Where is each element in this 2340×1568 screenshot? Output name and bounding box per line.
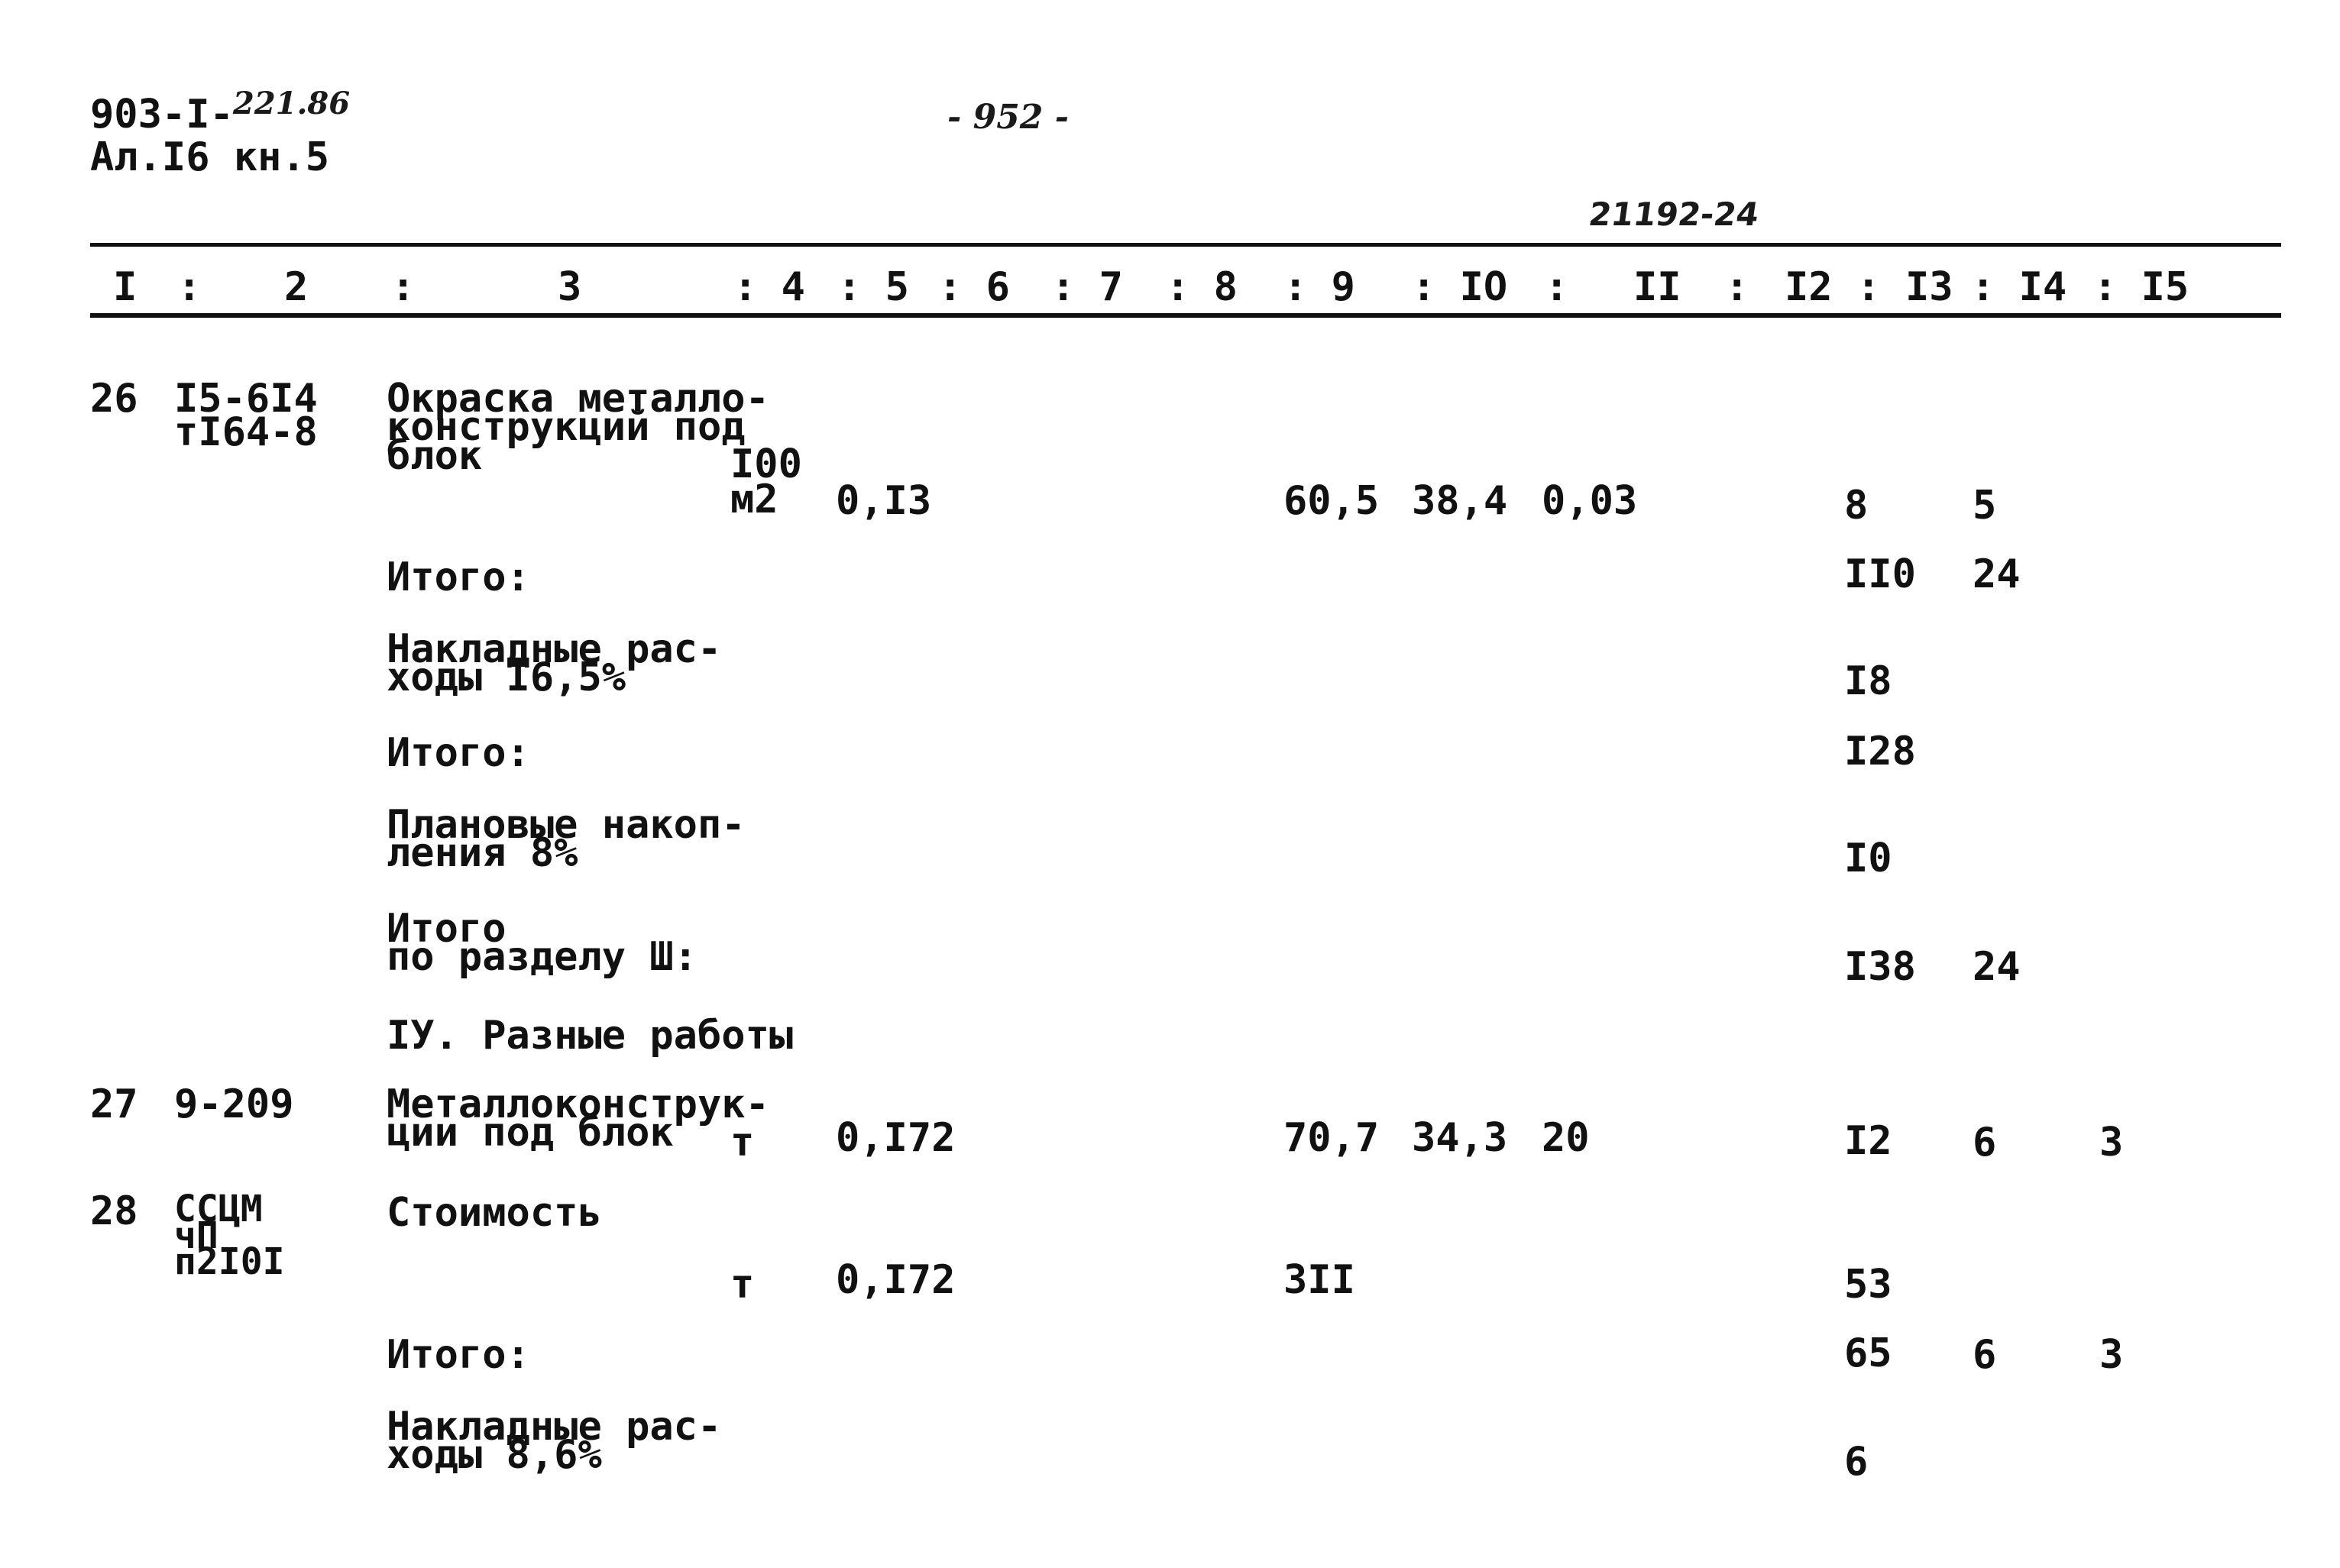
row-number: 28	[90, 1188, 138, 1234]
row-number: 26	[90, 376, 138, 422]
col-header-14: : I4	[1971, 264, 2067, 310]
col-12-value: I0	[1844, 836, 1892, 881]
col-header-15: : I5	[2093, 264, 2190, 310]
col-12-value: I38	[1844, 944, 1916, 990]
col-9-value: 70,7	[1283, 1115, 1380, 1161]
col-14-value: 3	[2099, 1120, 2124, 1165]
col-header-6: : 6	[938, 264, 1010, 310]
col-header-sep: :	[391, 264, 416, 310]
row-number: 27	[90, 1081, 138, 1127]
subtotal-label: Итого:	[387, 730, 530, 776]
col-12-value: I8	[1844, 658, 1892, 704]
col-10-value: 38,4	[1412, 478, 1508, 524]
col-header-4: : 4	[733, 264, 805, 310]
col-12-value: I2	[1844, 1118, 1892, 1164]
section-heading: IУ. Разные работы	[387, 1013, 794, 1059]
col-header-3: 3	[558, 264, 582, 310]
col-9-value: 3II	[1283, 1257, 1355, 1303]
rate-code: I5-6I4	[174, 376, 318, 422]
col-header-11: II	[1633, 264, 1681, 310]
col-header-12: I2	[1785, 264, 1833, 310]
quantity: 0,I72	[836, 1115, 956, 1161]
page-number: - 952 -	[947, 98, 1070, 137]
col-header-sep: :	[1545, 264, 1569, 310]
unit-sub: м2	[730, 477, 778, 522]
quantity: 0,I72	[836, 1257, 956, 1303]
header-bottom-rule	[90, 313, 2281, 318]
col-13-value: 6	[1973, 1120, 1997, 1165]
work-name: Окраска металло- конструкций под блок	[387, 376, 769, 479]
work-name: Металлоконструк- ции под блок	[387, 1081, 769, 1156]
header-top-rule	[90, 243, 2281, 247]
rate-code: ССЦМ чП п2I0I	[174, 1188, 285, 1284]
col-12-value: 65	[1844, 1330, 1892, 1376]
subtotal-label: Итого:	[387, 1332, 530, 1378]
overhead-label: Накладные рас- ходы I6,5%	[387, 626, 722, 701]
col-header-9: : 9	[1283, 264, 1355, 310]
col-13-value: 24	[1973, 551, 2021, 597]
doc-code-handwritten: 221.86	[233, 86, 351, 121]
col-13-value: 5	[1973, 483, 1997, 529]
col-12-value: 53	[1844, 1262, 1892, 1308]
sheet-code: 21192-24	[1586, 196, 1762, 233]
col-header-8: : 8	[1166, 264, 1238, 310]
col-header-5: : 5	[837, 264, 909, 310]
col-12-value: I28	[1844, 729, 1916, 774]
col-header-7: : 7	[1051, 264, 1123, 310]
doc-code: 903-I-	[90, 92, 234, 137]
rate-code: 9-209	[174, 1081, 294, 1127]
col-12-value: II0	[1844, 551, 1916, 597]
col-13-value: 24	[1973, 944, 2021, 990]
col-11-value: 0,03	[1542, 478, 1638, 524]
col-header-sep: :	[1856, 264, 1881, 310]
col-header-2: 2	[284, 264, 309, 310]
section-total-label: Итого по разделу Ш:	[387, 906, 697, 981]
col-12-value: 6	[1844, 1439, 1869, 1485]
col-header-10: : IO	[1412, 264, 1508, 310]
album-label: Ал.I6 кн.5	[90, 134, 330, 180]
col-11-value: 20	[1542, 1115, 1590, 1161]
subtotal-label: Итого:	[387, 554, 530, 600]
col-9-value: 60,5	[1283, 478, 1380, 524]
col-12-value: 8	[1844, 483, 1869, 529]
planned-savings-label: Плановые накоп- ления 8%	[387, 802, 746, 877]
col-14-value: 3	[2099, 1332, 2124, 1378]
col-header-13: I3	[1905, 264, 1953, 310]
quantity: 0,I3	[836, 478, 932, 524]
col-header-1: I	[113, 264, 138, 310]
col-header-sep: :	[1725, 264, 1749, 310]
col-header-sep: :	[177, 264, 202, 310]
col-10-value: 34,3	[1412, 1115, 1508, 1161]
rate-code-sub: тI64-8	[174, 409, 318, 455]
unit: I00	[730, 441, 802, 487]
overhead-label: Накладные рас- ходы 8,6%	[387, 1404, 722, 1479]
work-name: Стоимость	[387, 1190, 602, 1236]
unit: т	[730, 1262, 755, 1308]
col-13-value: 6	[1973, 1332, 1997, 1378]
unit: т	[730, 1120, 755, 1165]
